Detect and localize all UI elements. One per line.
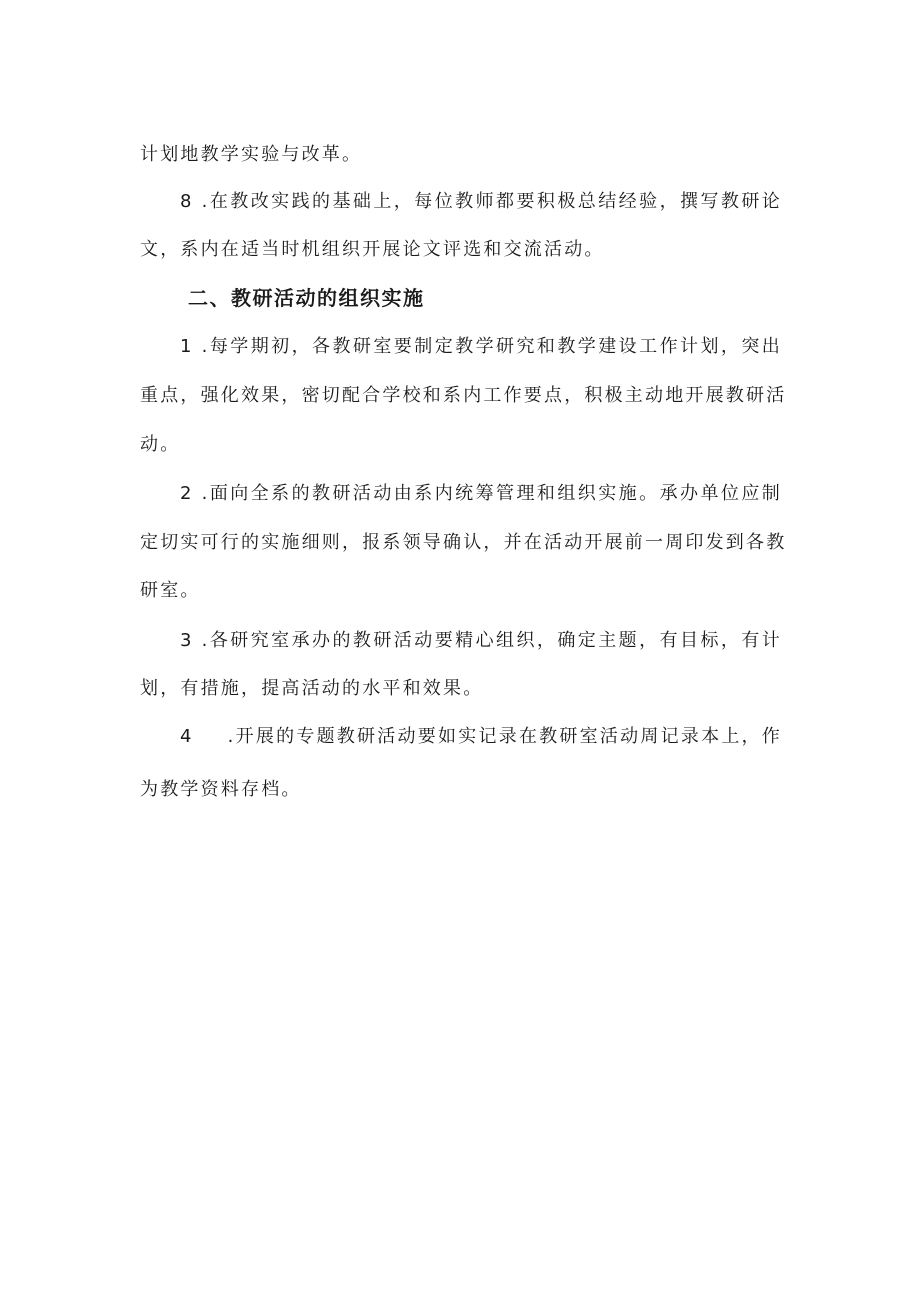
- paragraph-8-line-2: 文，系内在适当时机组织开展论文评选和交流活动。: [140, 239, 605, 260]
- section-heading: 二、教研活动的组织实施: [188, 286, 425, 310]
- item-number: 4: [180, 726, 194, 747]
- item-4-line-2: 为教学资料存档。: [140, 779, 302, 800]
- paragraph-text: .在教改实践的基础上，每位教师都要积极总结经验，撰写教研论: [201, 191, 782, 212]
- item-number: 1: [180, 336, 194, 357]
- item-4-line-1: [180, 725, 782, 749]
- paragraph-text: .每学期初，各教研室要制定教学研究和教学建设工作计划，突出: [201, 336, 782, 357]
- item-2-line-3: 研室。: [140, 580, 201, 601]
- item-3-line-2: 划，有措施，提高活动的水平和效果。: [140, 678, 484, 699]
- paragraph-text: .开展的专题教研活动要如实记录在教研室活动周记录本上，作: [227, 726, 782, 747]
- item-number: 3: [180, 630, 194, 651]
- item-1-line-1: [180, 335, 782, 359]
- paragraph-text: .面向全系的教研活动由系内统筹管理和组织实施。承办单位应制: [201, 483, 782, 504]
- paragraph-text: .各研究室承办的教研活动要精心组织，确定主题，有目标，有计: [201, 630, 782, 651]
- item-1-line-2: 重点，强化效果，密切配合学校和系内工作要点，积极主动地开展教研活: [140, 385, 787, 406]
- item-2-line-1: [180, 482, 782, 506]
- item-number: 8: [180, 191, 194, 212]
- item-2-line-2: 定切实可行的实施细则，报系领导确认，并在活动开展前一周印发到各教: [140, 532, 787, 553]
- item-number: 2: [180, 483, 194, 504]
- item-1-line-3: 动。: [140, 434, 181, 455]
- paragraph-8-line-1: [180, 190, 782, 214]
- item-3-line-1: [180, 629, 782, 653]
- paragraph-7-tail: 计划地教学实验与改革。: [140, 144, 363, 165]
